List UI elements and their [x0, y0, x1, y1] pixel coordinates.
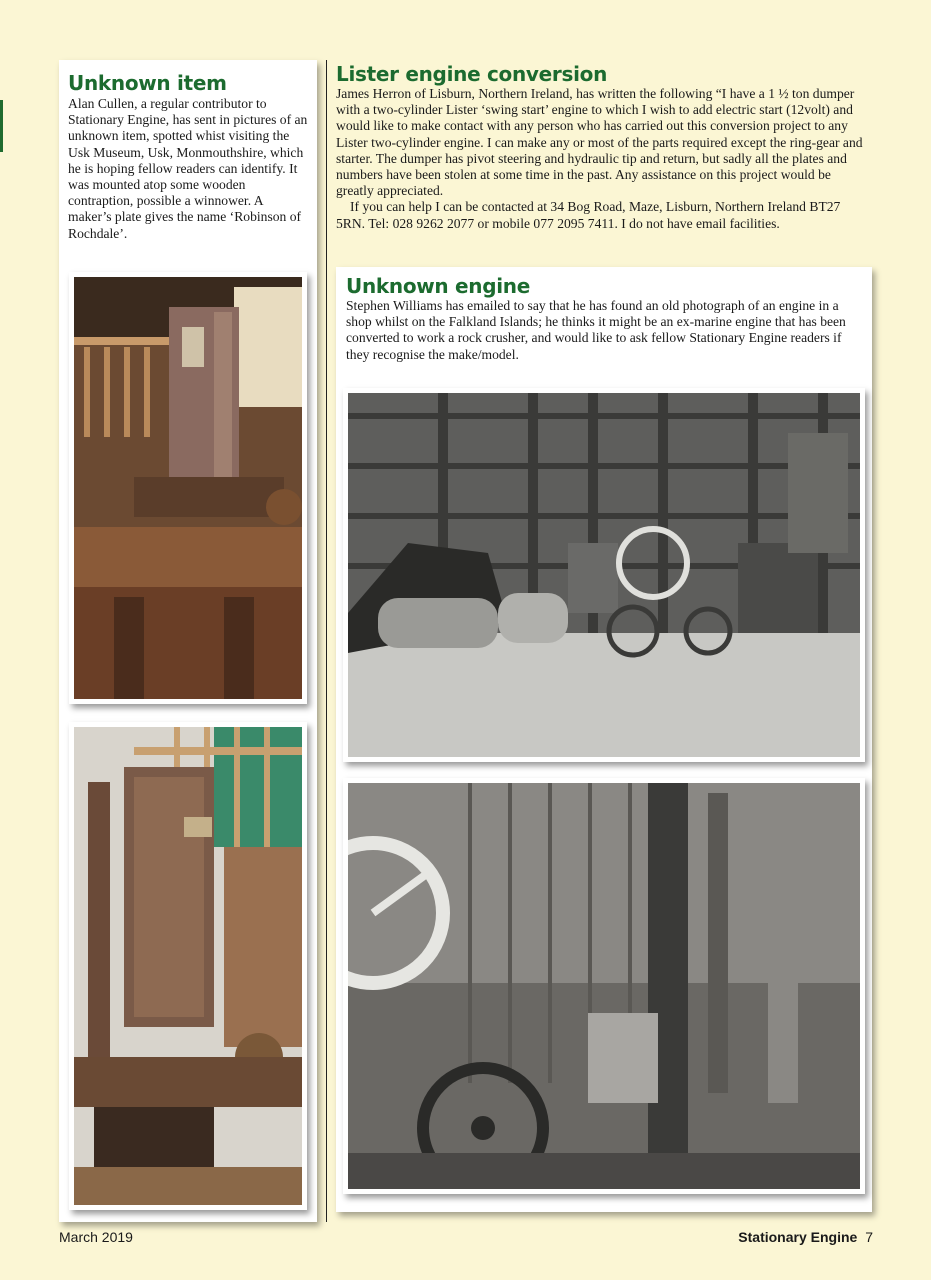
footer-date: March 2019 [59, 1229, 133, 1245]
footer-credit [738, 1229, 873, 1245]
engine-shed-photo [343, 388, 865, 762]
museum-photo-top-image [74, 277, 302, 699]
footer-page-number: 7 [865, 1229, 873, 1245]
top-article-body [336, 86, 866, 232]
column-divider [326, 60, 327, 1222]
section-tab-marker [0, 100, 3, 152]
top-article [336, 63, 866, 232]
right-article-body: Stephen Williams has emailed to say that he has found an old photograph of an engine in a shop whilst on the Falkland Islands; he thinks it might be an ex-marine engine that has been converted to work a rock crusher, and would like to ask fellow Stationary Engine readers if they recognise the make/model. [346, 298, 846, 362]
museum-photo-bottom-image [74, 727, 302, 1205]
top-article-paragraph-1: James Herron of Lisburn, Northern Ireland, has written the following “I have a 1 ½ ton dumper with a two-cylinder Lister ‘swing start’ engine to which I wish to add electric start (12volt) and would like to make contact with any person who has carried out this conversion project to any Lister two-cylinder engine. I can make any or most of the parts required except the ring-gear and starter. The dumper has pivot steering and hydraulic tip and return, but sadly all the plates and numbers have been stolen at some time in the past. Any assistance on this project would be greatly appreciated. [336, 86, 863, 199]
right-article-title: Unknown engine [346, 274, 531, 298]
museum-photo-bottom [69, 722, 307, 1210]
top-article-title: Lister engine conversion [336, 62, 608, 86]
top-article-paragraph-2: If you can help I can be contacted at 34 Bog Road, Maze, Lisburn, Northern Ireland BT27 5RN. Tel: 028 9262 2077 or mobile 077 2095 7411. I do not have email facilities. [336, 199, 841, 231]
left-article-title: Unknown item [68, 71, 227, 95]
left-article [68, 72, 308, 242]
engine-flywheel-photo [343, 778, 865, 1194]
footer-magazine-name: Stationary Engine [738, 1229, 858, 1245]
left-article-body: Alan Cullen, a regular contributor to Stationary Engine, has sent in pictures of an unknown item, spotted whist visiting the Usk Museum, Usk, Monmouthshire, which he is hoping fellow readers can identify. It was mounted atop some wooden contraption, possible a winnower. A maker’s plate gives the name ‘Robinson of Rochdale’. [68, 96, 308, 241]
right-article [346, 275, 860, 363]
engine-shed-photo-image [348, 393, 860, 757]
museum-photo-top [69, 272, 307, 704]
engine-flywheel-photo-image [348, 783, 860, 1189]
